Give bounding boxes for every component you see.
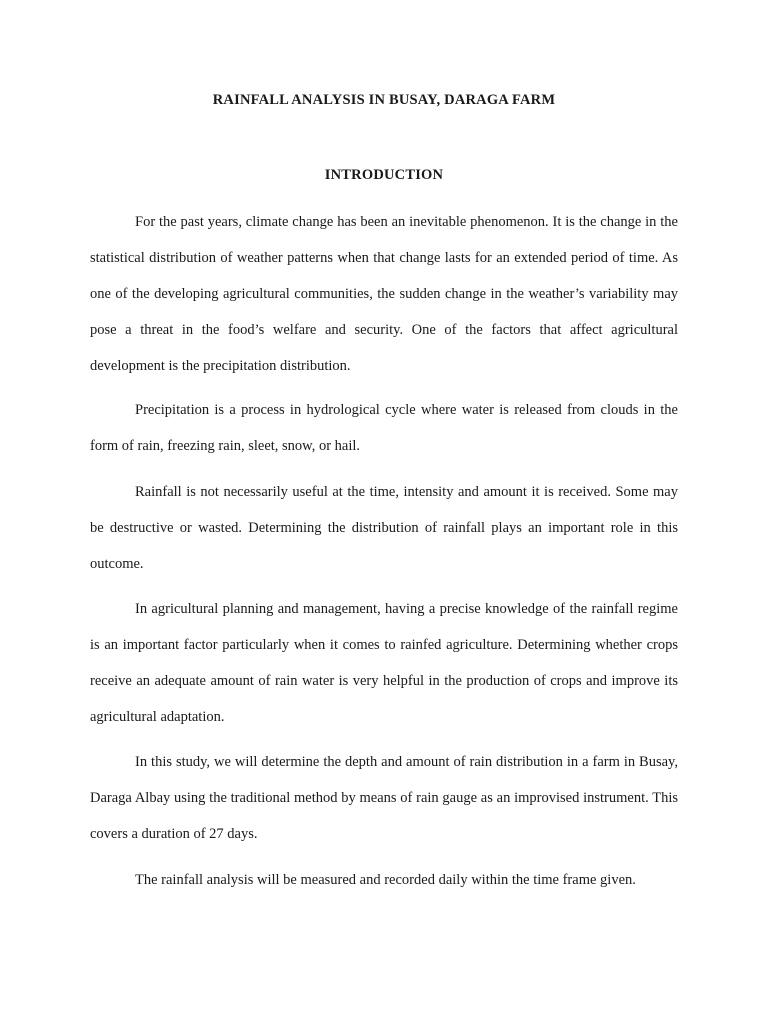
paragraph-agricultural-planning: In agricultural planning and management, having a precise knowledge of the rainfall regime is an important factor particularly when it comes to rainfed agriculture. Determining whether crops receive an adequate amount of rain water is very helpful in the production of crops and improve its agricultural adaptation. bbox=[90, 601, 678, 725]
paragraph-precipitation: Precipitation is a process in hydrological cycle where water is released from clouds in the form of rain, freezing rain, sleet, snow, or hail. bbox=[90, 402, 678, 454]
section-heading-introduction: INTRODUCTION bbox=[324, 167, 444, 183]
document-title: RAINFALL ANALYSIS IN BUSAY, DARAGA FARM bbox=[212, 92, 556, 108]
paragraph-study-scope: In this study, we will determine the depth and amount of rain distribution in a farm in Busay, Daraga Albay using the traditional method by means of rain gauge as an improvised instrument. This covers a duration of 27 days. bbox=[90, 754, 678, 842]
paragraph-rainfall-usefulness: Rainfall is not necessarily useful at the time, intensity and amount it is received. Some may be destructive or wasted. Determining the distribution of rainfall plays an important role in this outcome. bbox=[90, 484, 678, 572]
paragraph-measurement: The rainfall analysis will be measured and recorded daily within the time frame given. bbox=[135, 872, 636, 888]
paragraph-climate-change: For the past years, climate change has been an inevitable phenomenon. It is the change in the statistical distribution of weather patterns when that change lasts for an extended period of time. As one of the developing agricultural communities, the sudden change in the weather’s variability may pose a threat in the food’s welfare and security. One of the factors that affect agricultural development is the precipitation distribution. bbox=[90, 214, 678, 374]
